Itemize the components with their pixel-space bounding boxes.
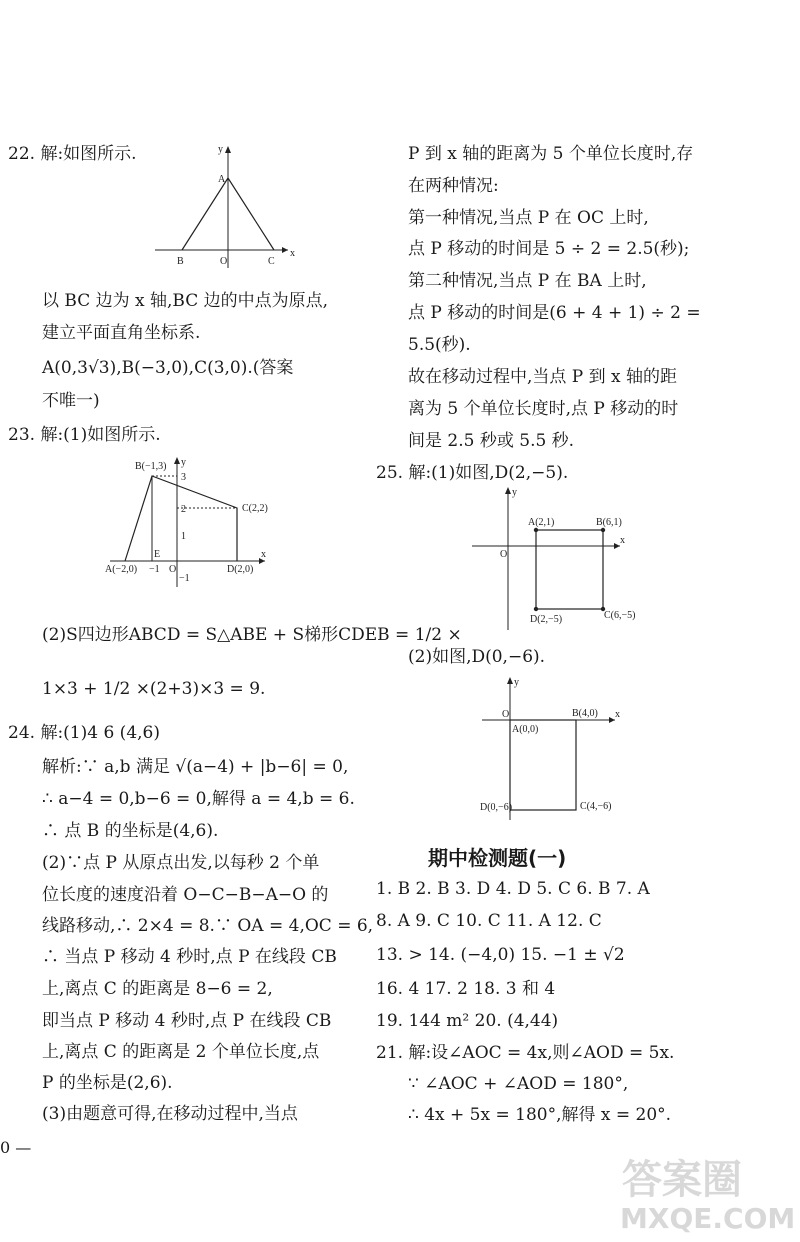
tick-1: 1: [181, 531, 186, 542]
q22-line: A(0,3√3),B(−3,0),C(3,0).(答案: [42, 358, 294, 378]
label-a: A(2,1): [528, 517, 555, 528]
label-x: x: [290, 248, 295, 259]
label-o: O: [169, 564, 177, 575]
answer-line: ∵ ∠AOC + ∠AOD = 180°,: [408, 1074, 629, 1094]
figure-q23: [105, 455, 275, 595]
label-b: B(6,1): [596, 517, 622, 528]
q22-line: 22. 解:如图所示.: [8, 144, 137, 164]
watermark-logo: 答案圈: [622, 1157, 742, 1203]
label-x: x: [261, 549, 266, 560]
label-a: A(0,0): [512, 724, 539, 735]
q24-cont-line: 点 P 移动的时间是(6 + 4 + 1) ÷ 2 =: [408, 303, 701, 323]
q24-cont-line: 5.5(秒).: [408, 335, 471, 355]
label-d: D(0,−6): [480, 802, 513, 813]
label-o: O: [220, 256, 228, 267]
q24-line: 上,离点 C 的距离是 2 个单位长度,点: [42, 1042, 320, 1062]
q22-line: 不唯一): [42, 391, 100, 411]
q24-cont-line: 间是 2.5 秒或 5.5 秒.: [408, 431, 575, 451]
answer-line: 16. 4 17. 2 18. 3 和 4: [376, 979, 556, 999]
label-x: x: [620, 535, 625, 546]
q24-line: 上,离点 C 的距离是 8−6 = 2,: [42, 979, 273, 999]
label-y: y: [218, 144, 223, 155]
q24-cont-line: 故在移动过程中,当点 P 到 x 轴的距: [408, 367, 678, 387]
label-d: D(2,−5): [530, 614, 563, 625]
q23-line: 1×3 + 1/2 ×(2+3)×3 = 9.: [42, 679, 266, 699]
answer-line: ∴ 4x + 5x = 180°,解得 x = 20°.: [408, 1105, 672, 1125]
label-d: D(2,0): [227, 564, 254, 575]
page-number: 0 —: [0, 1138, 32, 1157]
answer-line: 13. > 14. (−4,0) 15. −1 ± √2: [376, 945, 625, 965]
q24-line: (3)由题意可得,在移动过程中,当点: [42, 1104, 298, 1124]
q25-line: 25. 解:(1)如图,D(2,−5).: [376, 463, 569, 483]
label-y: y: [181, 457, 186, 468]
label-b: B(−1,3): [135, 461, 167, 472]
label-o: O: [500, 549, 508, 560]
answer-line: 19. 144 m² 20. (4,44): [376, 1011, 559, 1031]
q24-cont-line: P 到 x 轴的距离为 5 个单位长度时,存: [408, 144, 694, 164]
q25-line: (2)如图,D(0,−6).: [408, 647, 546, 667]
tick-2: 2: [181, 504, 186, 515]
figure-q22: [150, 140, 300, 270]
q23-line: (2)S四边形ABCD = S△ABE + S梯形CDEB = 1/2 ×: [42, 625, 462, 645]
q24-line: 即当点 P 移动 4 秒时,点 P 在线段 CB: [42, 1011, 332, 1031]
q24-cont-line: 点 P 移动的时间是 5 ÷ 2 = 2.5(秒);: [408, 239, 690, 259]
figure-q25-2: [480, 675, 640, 825]
label-b: B: [177, 256, 184, 267]
tick-3: 3: [181, 472, 186, 483]
rectangle-abcd: [536, 530, 603, 609]
q22-line: 以 BC 边为 x 轴,BC 边的中点为原点,: [42, 291, 329, 311]
q24-line: ∴ 点 B 的坐标是(4,6).: [42, 821, 219, 841]
q24-cont-line: 在两种情况:: [408, 176, 499, 196]
answer-line: 1. B 2. B 3. D 4. D 5. C 6. B 7. A: [376, 879, 650, 899]
q23-line: 23. 解:(1)如图所示.: [8, 425, 161, 445]
answer-line: 8. A 9. C 10. C 11. A 12. C: [376, 911, 602, 931]
q24-line: 24. 解:(1)4 6 (4,6): [8, 723, 160, 743]
q24-line: P 的坐标是(2,6).: [42, 1073, 173, 1093]
q24-line: 位长度的速度沿着 O−C−B−A−O 的: [42, 885, 329, 905]
label-c: C: [268, 256, 275, 267]
label-c: C(6,−5): [604, 610, 636, 621]
label-b: B(4,0): [572, 708, 598, 719]
label-e: E: [154, 549, 161, 560]
tick-neg1: −1: [179, 573, 190, 584]
quadrilateral-abcd: [125, 476, 237, 561]
label-x: x: [615, 709, 620, 720]
q24-line: 解析:∵ a,b 满足 √(a−4) + |b−6| = 0,: [42, 757, 349, 777]
label-a: A: [218, 174, 226, 185]
q24-line: 线路移动,∴ 2×4 = 8.∵ OA = 4,OC = 6,: [42, 916, 374, 936]
q24-line: (2)∵点 P 从原点出发,以每秒 2 个单: [42, 853, 320, 873]
label-a: A(−2,0): [105, 564, 138, 575]
q24-cont-line: 离为 5 个单位长度时,点 P 移动的时: [408, 399, 679, 419]
tick-x-neg1: −1: [149, 564, 160, 575]
q24-line: ∴ a−4 = 0,b−6 = 0,解得 a = 4,b = 6.: [42, 789, 355, 809]
label-y: y: [512, 487, 517, 498]
label-y: y: [514, 677, 519, 688]
section-heading: 期中检测题(一): [428, 846, 567, 870]
watermark-url: MXQE.COM: [620, 1202, 796, 1235]
q24-cont-line: 第二种情况,当点 P 在 BA 上时,: [408, 271, 647, 291]
answer-line: 21. 解:设∠AOC = 4x,则∠AOD = 5x.: [376, 1043, 675, 1063]
q24-cont-line: 第一种情况,当点 P 在 OC 上时,: [408, 208, 649, 228]
label-c: C(2,2): [242, 503, 268, 514]
q22-line: 建立平面直角坐标系.: [42, 323, 201, 343]
label-o: O: [502, 709, 510, 720]
q24-line: ∴ 当点 P 移动 4 秒时,点 P 在线段 CB: [42, 947, 337, 967]
label-c: C(4,−6): [580, 801, 612, 812]
figure-q25-1: [470, 485, 636, 635]
